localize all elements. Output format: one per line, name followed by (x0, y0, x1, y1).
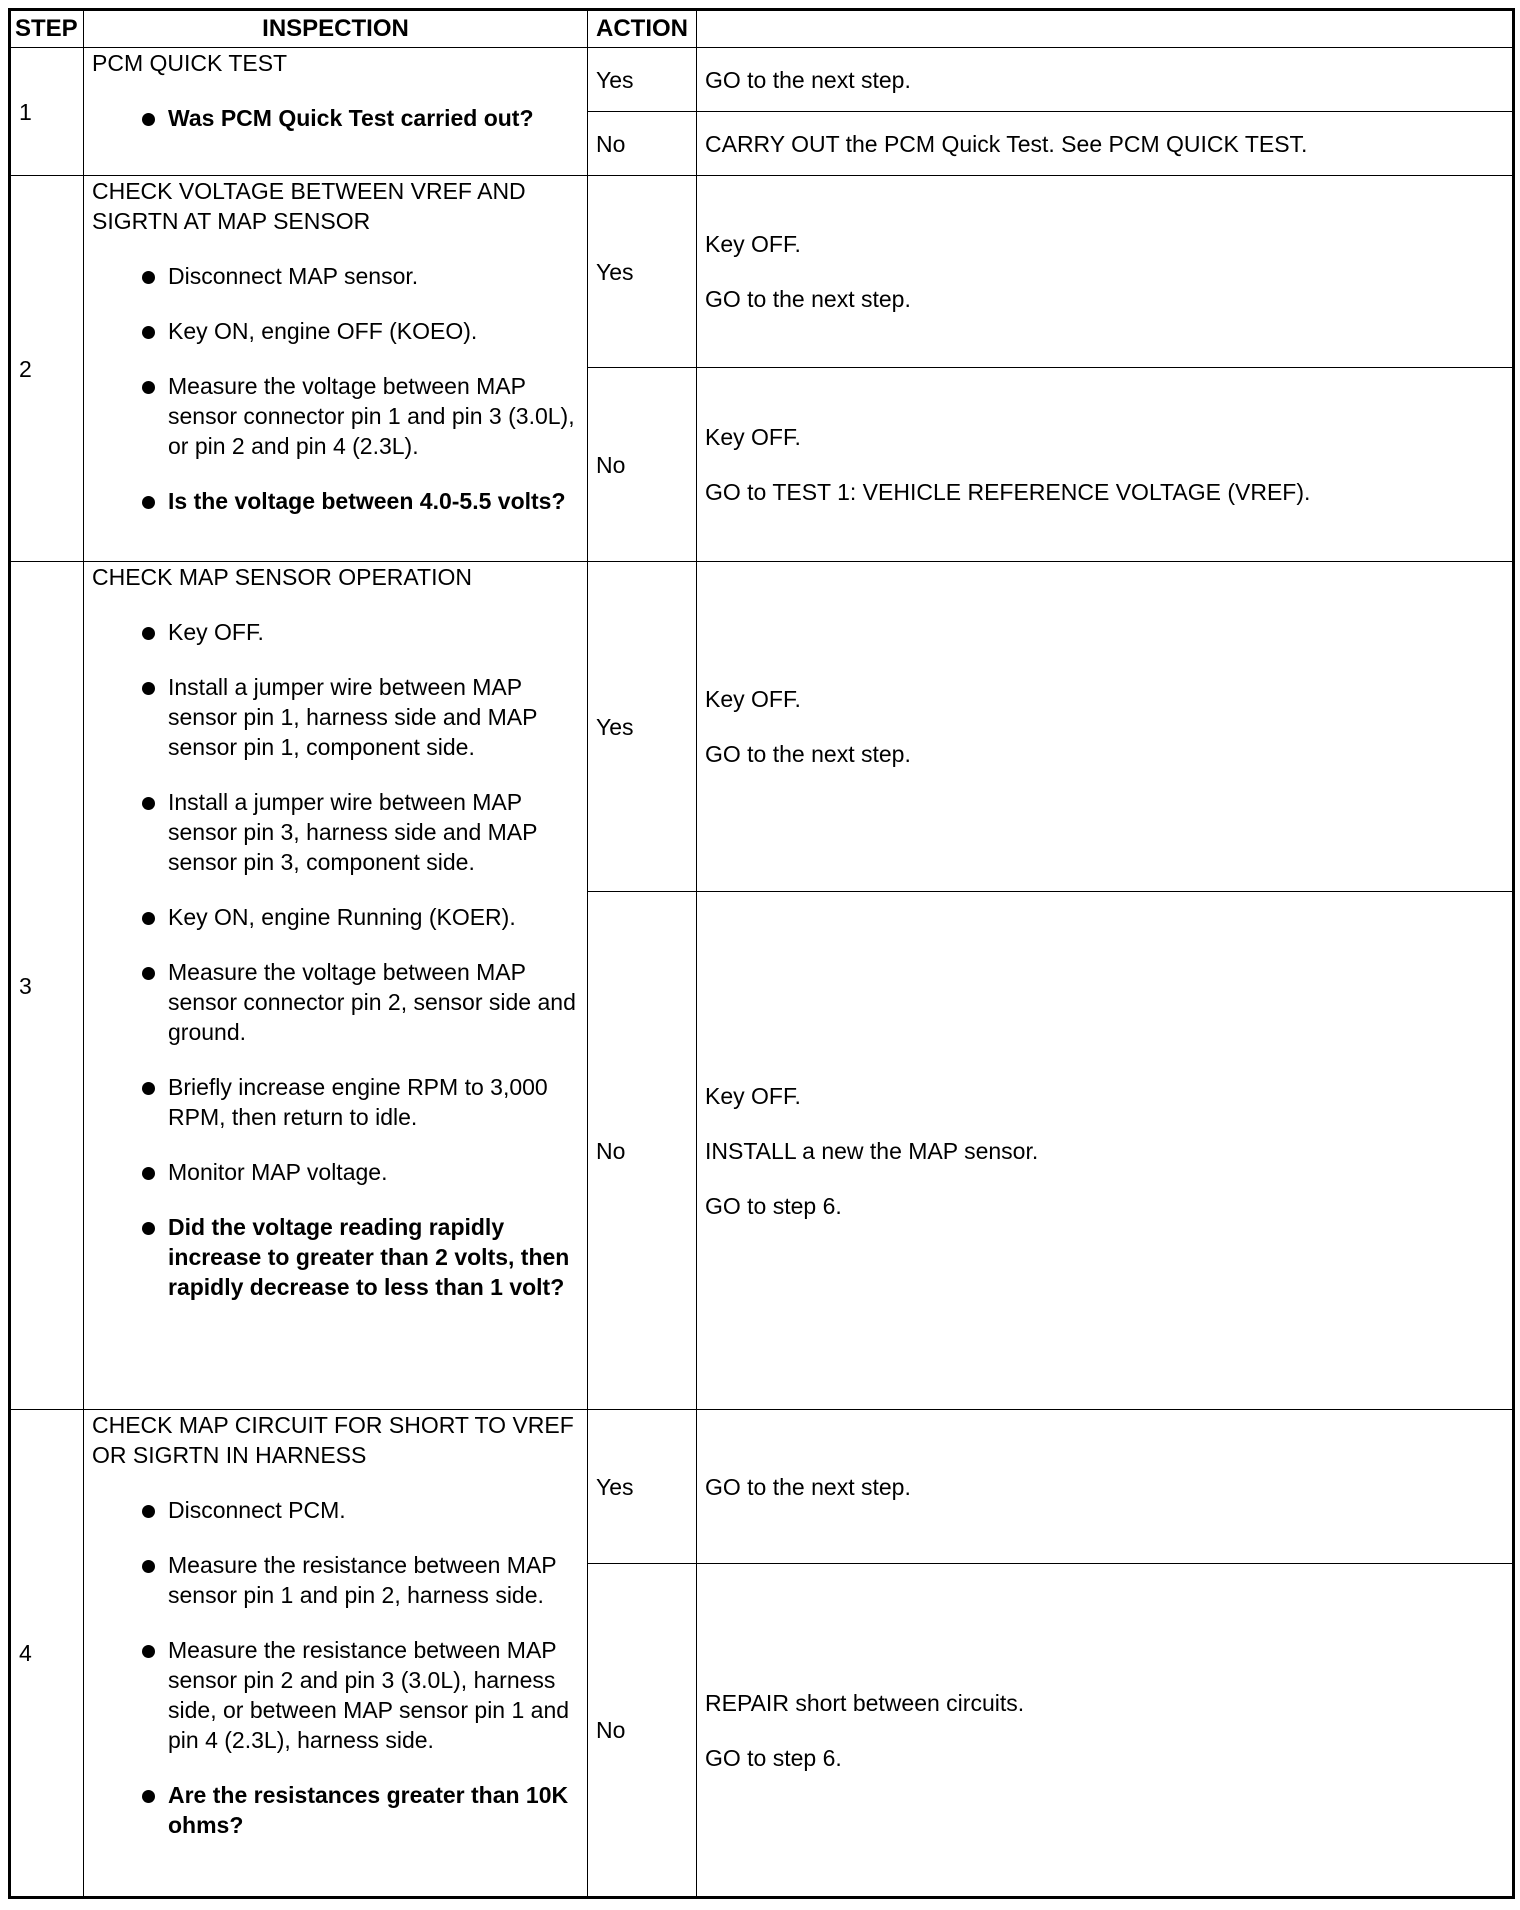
inspection-question: Was PCM Quick Test carried out? (92, 103, 579, 133)
step-number: 3 (10, 562, 84, 1410)
inspection-list (92, 1495, 579, 1840)
action-yes (697, 1410, 1514, 1564)
action-line: REPAIR short between circuits. (705, 1689, 1025, 1716)
header-inspection: INSPECTION (84, 10, 588, 48)
inspection-title: CHECK MAP SENSOR OPERATION (92, 564, 472, 590)
inspection-item: Disconnect PCM. (92, 1495, 579, 1525)
inspection-list (92, 103, 579, 133)
answer-yes: Yes (588, 1410, 697, 1564)
action-line: GO to the next step. (705, 741, 911, 767)
action-line: Key OFF. (705, 231, 801, 257)
inspection-item: Install a jumper wire between MAP sensor pin 1, harness side and MAP sensor pin 1, component side. (92, 672, 579, 762)
inspection-item: Key OFF. (92, 617, 579, 647)
inspection-cell (84, 48, 588, 176)
action-line: CARRY OUT the PCM Quick Test. See PCM QUICK TEST. (705, 130, 1308, 157)
header-result (697, 10, 1514, 48)
inspection-item: Key ON, engine Running (KOER). (92, 902, 579, 932)
inspection-item: Measure the resistance between MAP sensor pin 1 and pin 2, harness side. (92, 1550, 579, 1610)
inspection-item: Measure the voltage between MAP sensor connector pin 2, sensor side and ground. (92, 957, 579, 1047)
step-1-yes-row (10, 48, 1514, 112)
inspection-cell (84, 176, 588, 562)
answer-no: No (588, 1564, 697, 1898)
step-2-yes-row (10, 176, 1514, 368)
inspection-question: Are the resistances greater than 10K ohms? (92, 1780, 579, 1840)
action-yes (697, 48, 1514, 112)
inspection-item: Install a jumper wire between MAP sensor pin 3, harness side and MAP sensor pin 3, component side. (92, 787, 579, 877)
diagnostic-table (8, 8, 1515, 1899)
answer-no: No (588, 112, 697, 176)
action-line: Key OFF. (705, 1082, 801, 1109)
step-3-yes-row (10, 562, 1514, 892)
inspection-item: Briefly increase engine RPM to 3,000 RPM, then return to idle. (92, 1072, 579, 1132)
action-yes (697, 562, 1514, 892)
inspection-item: Measure the voltage between MAP sensor connector pin 1 and pin 3 (3.0L), or pin 2 and pin 4 (2.3L). (92, 371, 579, 461)
header-action: ACTION (588, 10, 697, 48)
action-yes (697, 176, 1514, 368)
step-number: 2 (10, 176, 84, 562)
answer-no: No (588, 368, 697, 562)
inspection-cell (84, 1410, 588, 1898)
answer-no: No (588, 892, 697, 1410)
answer-yes: Yes (588, 48, 697, 112)
answer-yes: Yes (588, 562, 697, 892)
action-line: GO to the next step. (705, 66, 911, 93)
answer-yes: Yes (588, 176, 697, 368)
action-line: GO to TEST 1: VEHICLE REFERENCE VOLTAGE (VREF). (705, 479, 1311, 505)
step-number: 1 (10, 48, 84, 176)
action-no (697, 368, 1514, 562)
step-number: 4 (10, 1410, 84, 1898)
action-line: GO to step 6. (705, 1744, 842, 1771)
inspection-list (92, 261, 579, 516)
step-4-yes-row (10, 1410, 1514, 1564)
action-line: GO to step 6. (705, 1192, 842, 1219)
inspection-list (92, 617, 579, 1302)
action-no (697, 892, 1514, 1410)
inspection-cell (84, 562, 588, 1410)
action-line: Key OFF. (705, 686, 801, 712)
inspection-question: Did the voltage reading rapidly increase to greater than 2 volts, then rapidly decrease to less than 1 volt? (92, 1212, 579, 1302)
inspection-item: Measure the resistance between MAP sensor pin 2 and pin 3 (3.0L), harness side, or between MAP sensor pin 1 and pin 4 (2.3L), harness side. (92, 1635, 579, 1755)
inspection-title: CHECK VOLTAGE BETWEEN VREF AND SIGRTN AT MAP SENSOR (92, 178, 526, 234)
inspection-title: PCM QUICK TEST (92, 50, 288, 76)
action-line: INSTALL a new the MAP sensor. (705, 1137, 1039, 1164)
header-step: STEP (10, 10, 84, 48)
action-line: Key OFF. (705, 424, 801, 450)
inspection-title: CHECK MAP CIRCUIT FOR SHORT TO VREF OR SIGRTN IN HARNESS (92, 1412, 574, 1468)
action-line: GO to the next step. (705, 1473, 911, 1500)
inspection-item: Monitor MAP voltage. (92, 1157, 579, 1187)
header-row (10, 10, 1514, 48)
inspection-item: Key ON, engine OFF (KOEO). (92, 316, 579, 346)
action-no (697, 1564, 1514, 1898)
action-no (697, 112, 1514, 176)
action-line: GO to the next step. (705, 286, 911, 312)
inspection-item: Disconnect MAP sensor. (92, 261, 579, 291)
inspection-question: Is the voltage between 4.0-5.5 volts? (92, 486, 579, 516)
